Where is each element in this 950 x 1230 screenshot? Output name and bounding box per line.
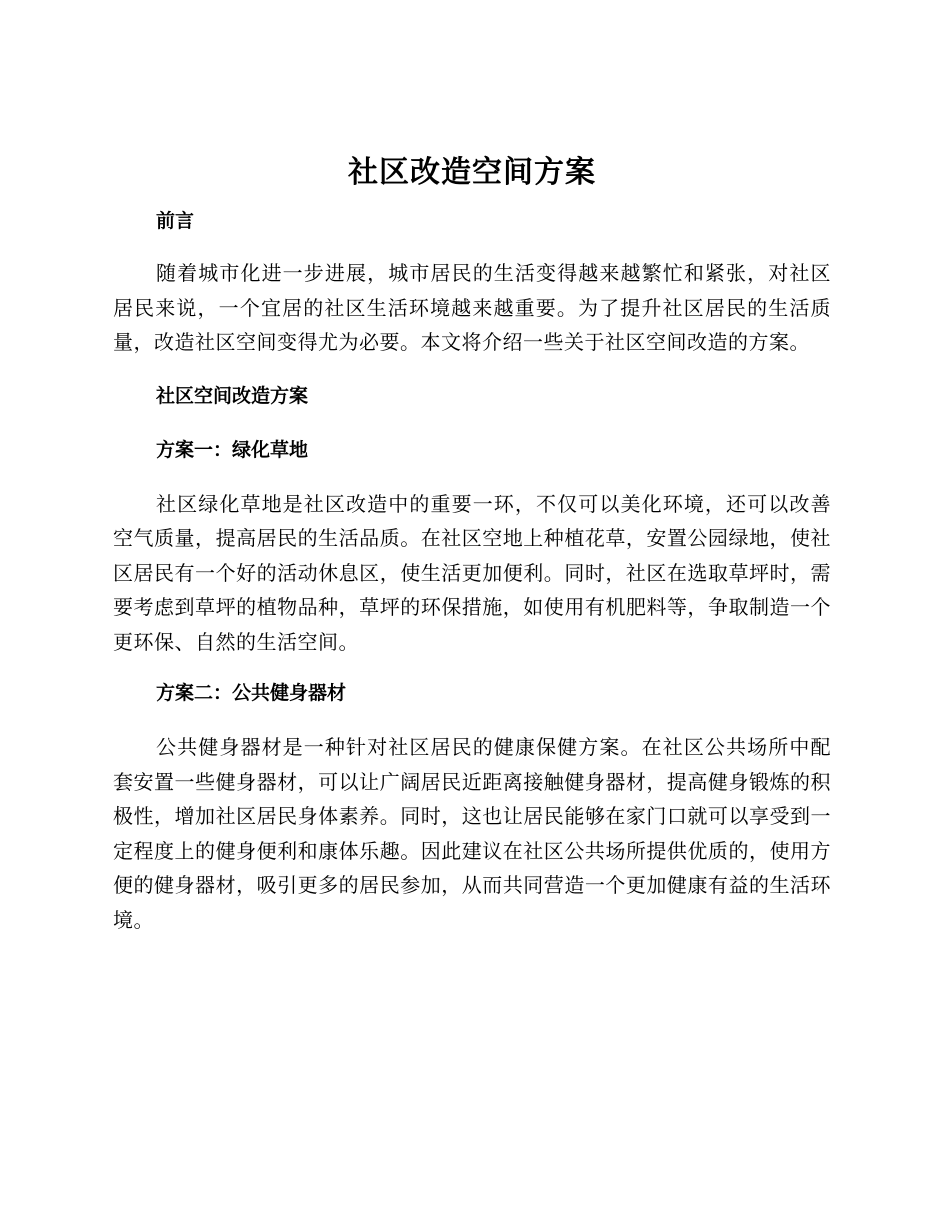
document-page [113,150,831,937]
paragraph-plan-two: 公共健身器材是一种针对社区居民的健康保健方案。在社区公共场所中配套安置一些健身器材，可以让广阔居民近距离接触健身器材，提高健身锻炼的积极性，增加社区居民身体素养。同时，这也让居民能够在家门口就可以享受到一定程度上的健身便利和康体乐趣。因此建议在社区公共场所提供优质的，使用方便的健身器材，吸引更多的居民参加，从而共同营造一个更加健康有益的生活环境。 [113,735,831,932]
paragraph-plan-one: 社区绿化草地是社区改造中的重要一环，不仅可以美化环境，还可以改善空气质量，提高居民的生活品质。在社区空地上种植花草，安置公园绿地，使社区居民有一个好的活动休息区，使生活更加便利。同时，社区在选取草坪时，需要考虑到草坪的植物品种，草坪的环保措施，如使用有机肥料等，争取制造一个更环保、自然的生活空间。 [113,491,831,654]
heading-renovation-plans: 社区空间改造方案 [156,384,309,407]
heading-plan-one: 方案一：绿化草地 [156,438,309,461]
heading-preface: 前言 [156,210,195,232]
heading-plan-two: 方案二：公共健身器材 [156,682,347,704]
document-title: 社区改造空间方案 [348,155,596,190]
paragraph-preface: 随着城市化进一步进展，城市居民的生活变得越来越繁忙和紧张，对社区居民来说，一个宜居的社区生活环境越来越重要。为了提升社区居民的生活质量，改造社区空间变得尤为必要。本文将介绍一些关于社区空间改造的方案。 [113,261,831,354]
